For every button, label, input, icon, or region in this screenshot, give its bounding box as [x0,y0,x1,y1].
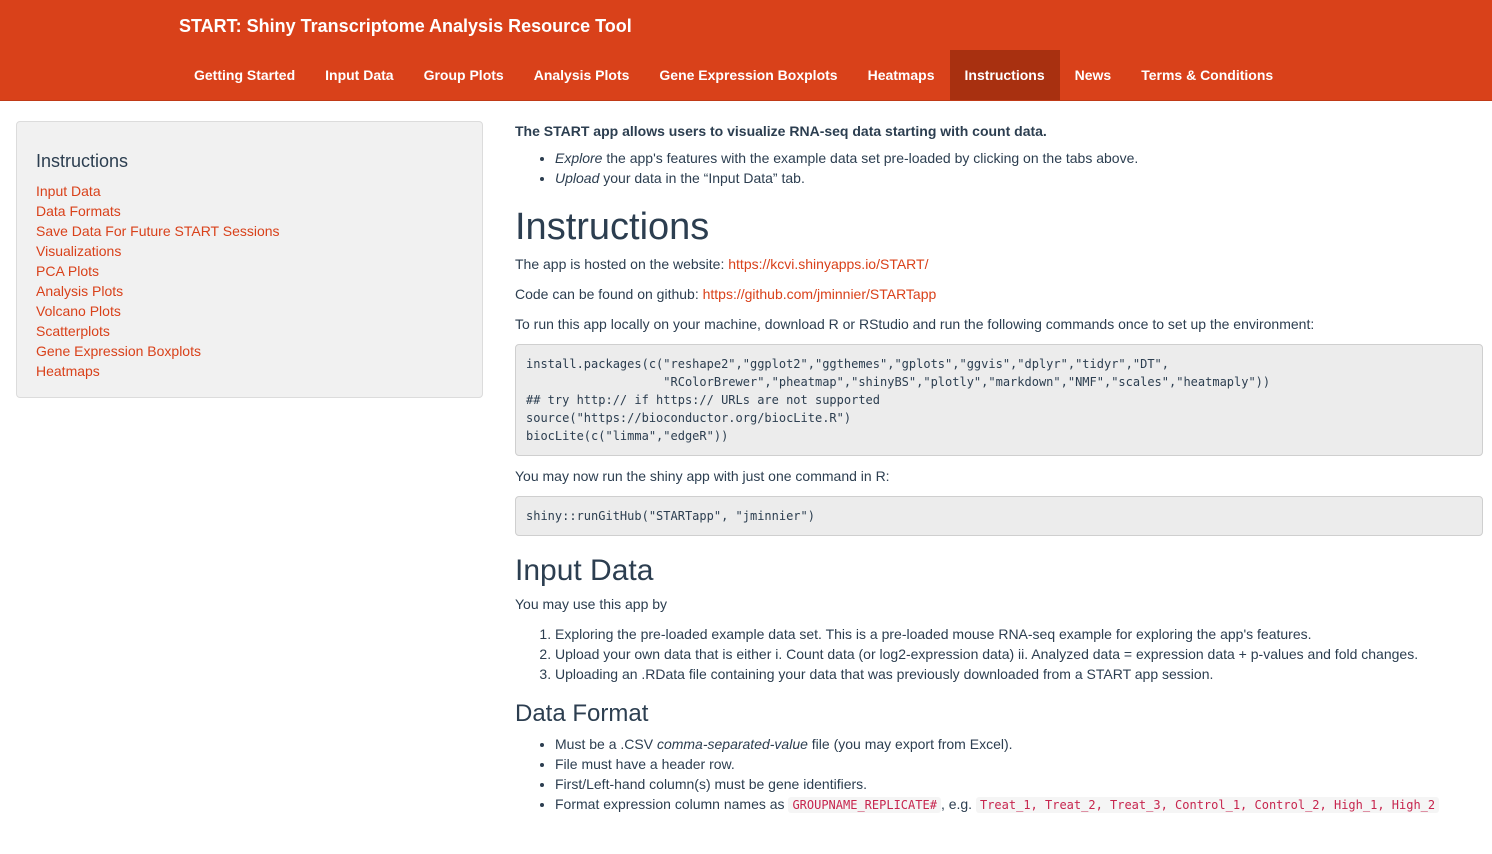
input-data-heading: Input Data [515,554,654,587]
data-format-heading: Data Format [515,700,649,727]
emphasis: Explore [555,150,603,166]
tab-getting-started[interactable]: Getting Started [194,67,296,83]
list-item [555,794,1483,815]
list-item-text: your data in the “Input Data” tab. [599,170,805,186]
navbar [0,0,1492,101]
github-paragraph [515,284,1483,304]
inline-code: GROUPNAME_REPLICATE# [788,797,941,813]
hosted-paragraph [515,254,1483,274]
list-item: 1. Exploring the pre-loaded example data set. This is a pre-loaded mouse RNA-seq example for exploring the app's features. [555,624,1483,644]
hosted-text: The app is hosted on the website: [515,256,729,272]
run-shiny-text: You may now run the shiny app with just one command in R: [515,468,890,484]
list-item-text: Must be a .CSV [555,736,657,752]
tab-heatmaps[interactable]: Heatmaps [867,67,935,83]
sidebar-links [36,181,280,381]
run-local-text: To run this app locally on your machine, download R or RStudio and run the following commands once to set up the environment: [515,316,1315,332]
sidebar-link-input-data[interactable]: Input Data [36,183,101,199]
list-item: 2. Upload your own data that is either i. Count data (or log2-expression data) ii. Analyzed data = expression data + p-values and fold changes. [555,644,1483,664]
app-title[interactable]: START: Shiny Transcriptome Analysis Resource Tool [179,16,632,36]
setup-code-block[interactable]: install.packages(c("reshape2","ggplot2","ggthemes","gplots","ggvis","dplyr","tidyr","DT", "RColorBrewer","pheatmap","shinyBS","plotly","markdown","NMF","scales","heatmaply")) ## try http:// if https:// URLs are not supported source("https://bioconductor.org/biocLite.R") biocLite(c("limma","edgeR")) [515,344,1483,456]
list-item-text: file (you may export from Excel). [807,736,1013,752]
input-intro-text: You may use this app by [515,596,668,612]
tab-group-plots[interactable]: Group Plots [423,67,504,83]
list-item [555,148,1483,168]
sidebar-link-data-formats[interactable]: Data Formats [36,203,121,219]
sidebar-link-heatmaps[interactable]: Heatmaps [36,363,100,379]
github-link[interactable]: https://github.com/jminnier/STARTapp [702,286,937,302]
intro-text: The START app allows users to visualize RNA-seq data starting with count data. [515,123,1047,139]
tab-gene-expression-boxplots[interactable]: Gene Expression Boxplots [659,67,838,83]
data-format-list [515,734,1483,815]
run-code-block[interactable]: shiny::runGitHub("STARTapp", "jminnier") [515,496,1483,536]
emphasis: Upload [555,170,600,186]
list-item-text: Format expression column names as [555,796,789,812]
sidebar-link-scatterplots[interactable]: Scatterplots [36,323,110,339]
list-item [555,168,1483,188]
hosted-link[interactable]: https://kcvi.shinyapps.io/START/ [728,256,929,272]
input-options-list [515,624,1483,684]
sidebar-link-save-data[interactable]: Save Data For Future START Sessions [36,223,280,239]
instructions-heading: Instructions [515,206,710,248]
list-item [555,734,1483,754]
sidebar-link-visualizations[interactable]: Visualizations [36,243,122,259]
list-item: • First/Left-hand column(s) must be gene identifiers. [555,774,1483,794]
tab-analysis-plots[interactable]: Analysis Plots [533,67,630,83]
sidebar-link-pca-plots[interactable]: PCA Plots [36,263,100,279]
tab-news[interactable]: News [1074,67,1112,83]
inline-code: Treat_1, Treat_2, Treat_3, Control_1, Control_2, High_1, High_2 [976,797,1439,813]
tab-instructions[interactable]: Instructions [950,50,1060,100]
sidebar-link-volcano-plots[interactable]: Volcano Plots [36,303,121,319]
sidebar-link-analysis-plots[interactable]: Analysis Plots [36,283,124,299]
sidebar-title: Instructions [36,151,129,171]
intro-list [515,148,1483,188]
list-item: 3. Uploading an .RData file containing your data that was previously downloaded from a START app session. [555,664,1483,684]
emphasis: comma-separated-value [656,736,808,752]
nav-tabs [179,50,1288,100]
github-text: Code can be found on github: [515,286,703,302]
tab-input-data[interactable]: Input Data [325,67,394,83]
list-item: • File must have a header row. [555,754,1483,774]
list-item-text: the app's features with the example data set pre-loaded by clicking on the tabs above. [602,150,1139,166]
sidebar-link-gene-expression-boxplots[interactable]: Gene Expression Boxplots [36,343,201,359]
main-content [515,120,1483,815]
list-item-text: , e.g. [940,796,976,812]
sidebar-panel [16,121,483,398]
tab-terms-conditions[interactable]: Terms & Conditions [1141,67,1274,83]
